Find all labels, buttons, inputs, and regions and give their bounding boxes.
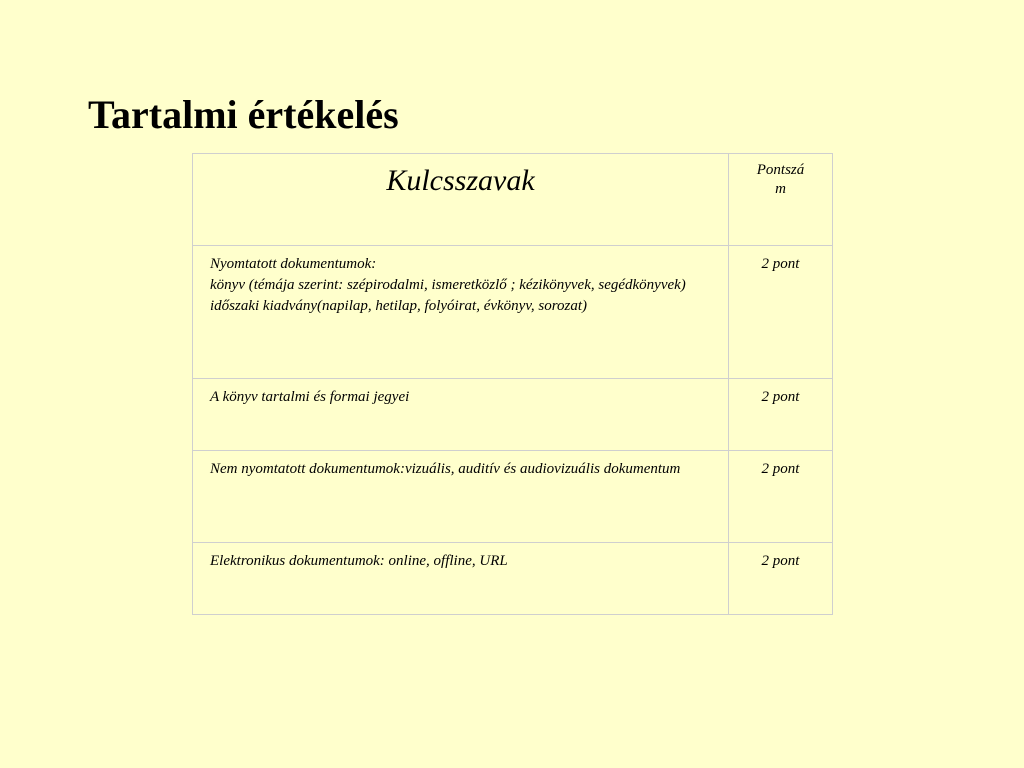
table-row-electronic-documents <box>193 543 833 615</box>
table-header-row <box>193 154 833 246</box>
keywords-cell <box>193 246 729 379</box>
points-cell: 2 pont <box>729 246 833 379</box>
points-cell: 2 pont <box>729 543 833 615</box>
table-row-book-features <box>193 379 833 451</box>
points-cell: 2 pont <box>729 451 833 543</box>
keywords-cell: Elektronikus dokumentumok: online, offline, URL <box>193 543 729 615</box>
keywords-cell-heading: Nyomtatott dokumentumok: <box>210 256 377 272</box>
keywords-cell: Nem nyomtatott dokumentumok:vizuális, auditív és audiovizuális dokumentum <box>193 451 729 543</box>
keywords-cell-text: könyv (témája szerint: szépirodalmi, ismeretközlő ; kézikönyvek, segédkönyvek) időszaki kiadvány(napilap, hetilap, folyóirat, évkönyv, sorozat) <box>210 277 686 314</box>
points-header-line-1: Pontszá <box>756 162 805 178</box>
keywords-column-header: Kulcsszavak <box>193 154 729 246</box>
keywords-cell: A könyv tartalmi és formai jegyei <box>193 379 729 451</box>
points-header-line-2: m <box>775 180 786 197</box>
points-cell: 2 pont <box>729 379 833 451</box>
slide-title: Tartalmi értékelés <box>88 92 399 137</box>
points-column-header <box>729 154 833 246</box>
table-row-non-printed-documents <box>193 451 833 543</box>
table-row-printed-documents <box>193 246 833 379</box>
scoring-table <box>192 153 833 615</box>
